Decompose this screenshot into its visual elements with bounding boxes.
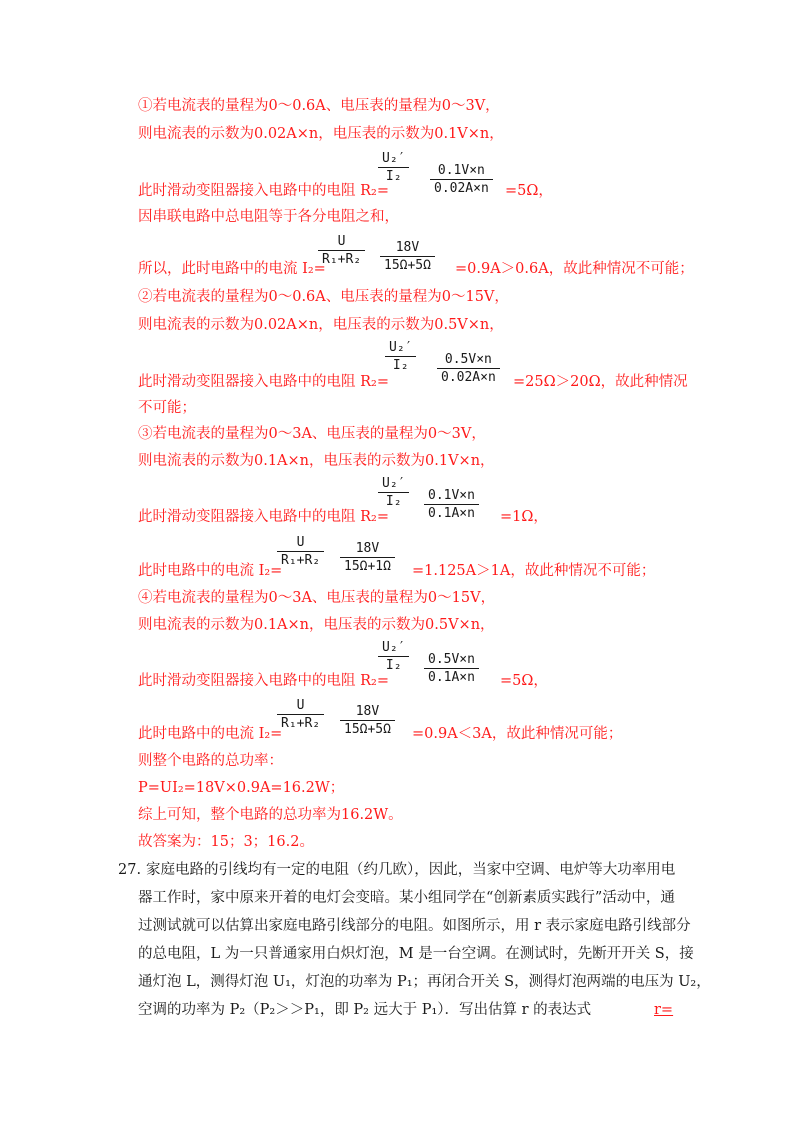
question27-line2: 器工作时，家中原来开着的电灯会变暗。某小组同学在“创新素质实践行”活动中，通 bbox=[138, 890, 675, 906]
case1-current-prefix: 所以，此时电路中的电流 I₂= bbox=[138, 261, 326, 277]
fraction-18v-over-15-5-4: 18V 15Ω+5Ω bbox=[340, 704, 395, 737]
question27-line5: 通灯泡 L，测得灯泡 U₁，灯泡的功率为 P₁；再闭合开关 S，测得灯泡两端的电压为 U₂， bbox=[138, 974, 711, 990]
fraction-u2-over-i2-3: U₂′ I₂ bbox=[378, 476, 409, 509]
power-equation: P=UI₂=18V×0.9A=16.2W； bbox=[138, 780, 345, 796]
question27-line4: 的总电阻，L 为一只普通家用白炽灯泡，M 是一台空调。在测试时，先断开开关 S，接 bbox=[138, 946, 694, 962]
fraction-01v-over-002a: 0.1V×n 0.02A×n bbox=[430, 163, 493, 196]
case4-r2-prefix: 此时滑动变阻器接入电路中的电阻 R₂= bbox=[138, 673, 389, 689]
fraction-05v-over-01a: 0.5V×n 0.1A×n bbox=[424, 652, 479, 685]
question27-line1: 家庭电路的引线均有一定的电阻（约几欧），因此，当家中空调、电炉等大功率用电 bbox=[146, 862, 676, 878]
case1-title: ①若电流表的量程为0～0.6A、电压表的量程为0～3V， bbox=[138, 98, 500, 114]
case1-current-suffix: =0.9A＞0.6A，故此种情况不可能； bbox=[455, 261, 694, 277]
fraction-u2-over-i2-2: U₂′ I₂ bbox=[385, 340, 416, 373]
case3-readings: 则电流表的示数为0.1A×n，电压表的示数为0.1V×n， bbox=[138, 453, 495, 469]
case3-current-prefix: 此时电路中的电流 I₂= bbox=[138, 563, 283, 579]
fraction-05v-over-002a: 0.5V×n 0.02A×n bbox=[437, 352, 500, 385]
answer: 故答案为：15；3；16.2。 bbox=[138, 834, 314, 850]
case3-r2-prefix: 此时滑动变阻器接入电路中的电阻 R₂= bbox=[138, 509, 389, 525]
case2-title: ②若电流表的量程为0～0.6A、电压表的量程为0～15V， bbox=[138, 289, 509, 305]
conclusion: 综上可知，整个电路的总功率为16.2W。 bbox=[138, 807, 403, 823]
case4-title: ④若电流表的量程为0～3A、电压表的量程为0～15V， bbox=[138, 590, 496, 606]
case4-r2-suffix: =5Ω， bbox=[500, 673, 548, 689]
case1-r2-suffix: =5Ω， bbox=[505, 183, 553, 199]
case3-r2-suffix: =1Ω， bbox=[500, 509, 548, 525]
case2-readings: 则电流表的示数为0.02A×n，电压表的示数为0.5V×n， bbox=[138, 317, 504, 333]
case2-r2-suffix: =25Ω＞20Ω，故此种情况 bbox=[513, 374, 688, 390]
case3-current-suffix: =1.125A＞1A，故此种情况不可能； bbox=[412, 563, 656, 579]
fraction-u-over-r1r2: U R₁+R₂ bbox=[318, 234, 365, 267]
fraction-18v-over-15-1: 18V 15Ω+1Ω bbox=[340, 541, 395, 574]
fraction-u2-over-i2: U₂′ I₂ bbox=[378, 151, 409, 184]
fraction-u-over-r1r2-4: U R₁+R₂ bbox=[277, 698, 324, 731]
fraction-18v-over-15-5: 18V 15Ω+5Ω bbox=[380, 240, 435, 273]
case4-current-prefix: 此时电路中的电流 I₂= bbox=[138, 726, 283, 742]
series-rule: 因串联电路中总电阻等于各分电阻之和， bbox=[138, 209, 399, 225]
fraction-u-over-r1r2-3: U R₁+R₂ bbox=[277, 535, 324, 568]
question27-line3: 过测试就可以估算出家庭电路引线部分的电阻。如图所示，用 r 表示家庭电路引线部分 bbox=[138, 918, 691, 934]
case3-title: ③若电流表的量程为0～3A、电压表的量程为0～3V， bbox=[138, 426, 486, 442]
fraction-u2-over-i2-4: U₂′ I₂ bbox=[378, 640, 409, 673]
case2-r2-continuation: 不可能； bbox=[138, 400, 196, 416]
case1-r2-prefix: 此时滑动变阻器接入电路中的电阻 R₂= bbox=[138, 183, 389, 199]
case4-readings: 则电流表的示数为0.1A×n，电压表的示数为0.5V×n， bbox=[138, 617, 495, 633]
case4-current-suffix: =0.9A＜3A，故此种情况可能； bbox=[412, 726, 623, 742]
question27-line6: 空调的功率为 P₂（P₂＞＞P₁，即 P₂ 远大于 P₁）．写出估算 r 的表达式 bbox=[138, 1002, 592, 1018]
power-intro: 则整个电路的总功率： bbox=[138, 753, 283, 769]
question27-answer-start: r= bbox=[654, 1002, 674, 1018]
case1-readings: 则电流表的示数为0.02A×n，电压表的示数为0.1V×n， bbox=[138, 126, 504, 142]
case2-r2-prefix: 此时滑动变阻器接入电路中的电阻 R₂= bbox=[138, 374, 389, 390]
fraction-01v-over-01a: 0.1V×n 0.1A×n bbox=[424, 488, 479, 521]
question27-number: 27. bbox=[118, 862, 142, 878]
